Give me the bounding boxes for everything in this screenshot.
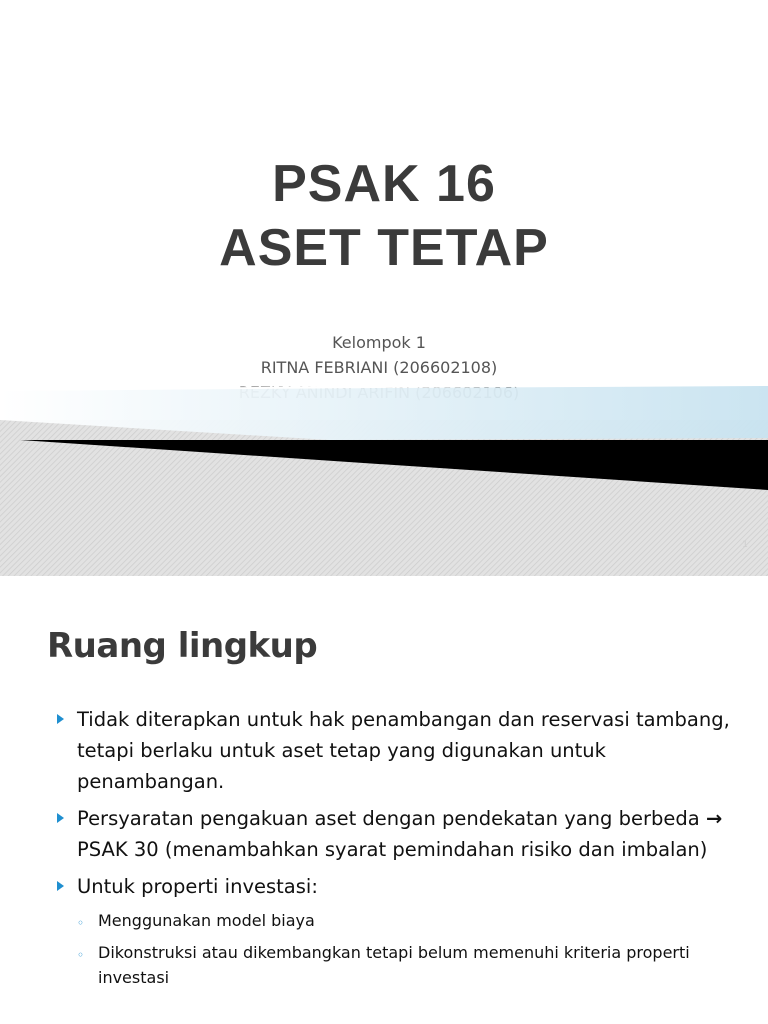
circle-bullet-icon: ◦ bbox=[77, 948, 85, 962]
title-line-1: PSAK 16 bbox=[272, 155, 496, 213]
list-item bbox=[0, 704, 740, 797]
circle-bullet-icon: ◦ bbox=[77, 916, 85, 930]
arrow-right-icon: → bbox=[705, 807, 723, 830]
decorative-band bbox=[0, 380, 768, 576]
slide-2 bbox=[0, 576, 768, 1024]
subtitle-line-group: Kelompok 1 bbox=[332, 333, 426, 352]
sub-list-item bbox=[77, 908, 740, 933]
bullet-text: Untuk properti investasi: bbox=[77, 875, 318, 898]
triangle-bullet-icon bbox=[57, 813, 64, 823]
sub-list-item bbox=[77, 940, 740, 990]
sub-bullet-text: Menggunakan model biaya bbox=[98, 911, 315, 930]
title-line-2: ASET TETAP bbox=[219, 219, 549, 277]
bullet-list bbox=[0, 704, 740, 997]
list-item bbox=[0, 871, 740, 990]
list-item bbox=[0, 803, 740, 865]
page-number: 1 bbox=[742, 540, 748, 550]
sub-bullet-text: Dikonstruksi atau dikembangkan tetapi belum memenuhi kriteria properti investasi bbox=[98, 943, 690, 987]
triangle-bullet-icon bbox=[57, 881, 64, 891]
bullet-text: Persyaratan pengakuan aset dengan pendekatan yang berbeda bbox=[77, 807, 700, 830]
triangle-bullet-icon bbox=[57, 714, 64, 724]
slide-title: Ruang lingkup bbox=[47, 626, 318, 666]
bullet-text: Tidak diterapkan untuk hak penambangan dan reservasi tambang, tetapi berlaku untuk aset tetap yang digunakan untuk penambangan. bbox=[77, 708, 730, 793]
subtitle-line-member-1: RITNA FEBRIANI (206602108) bbox=[260, 358, 498, 377]
bullet-text-continued: PSAK 30 (menambahkan syarat pemindahan risiko dan imbalan) bbox=[77, 838, 708, 861]
slide-title bbox=[0, 152, 768, 280]
sub-bullet-list bbox=[77, 908, 740, 990]
